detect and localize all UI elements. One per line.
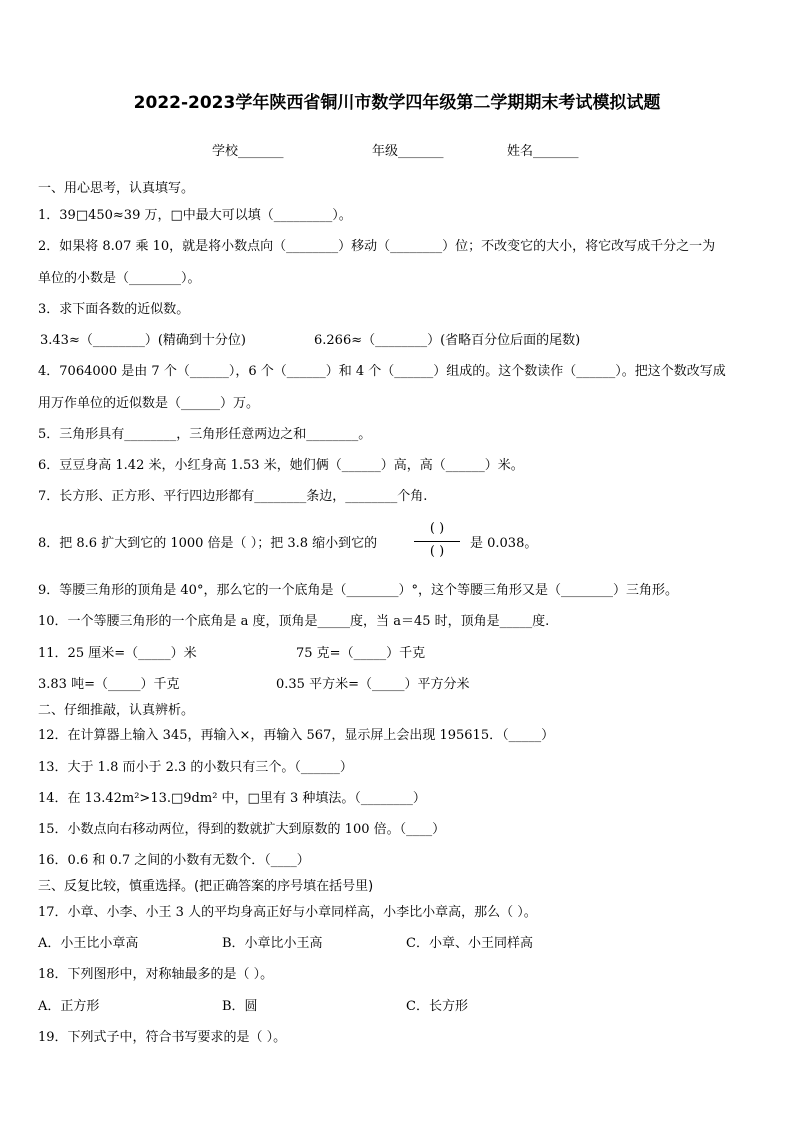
question-17-option-c: C．小章、小王同样高 (406, 936, 533, 951)
question-3-part-b: 6.266≈（________）(省略百分位后面的尾数) (314, 333, 581, 348)
page-title: 2022-2023学年陕西省铜川市数学四年级第二学期期末考试模拟试题 (133, 93, 661, 113)
question-10: 10．一个等腰三角形的一个底角是 a 度，顶角是_____度，当 a＝45 时，顶角是_____度. (38, 614, 550, 629)
question-2-line-2: 单位的小数是（________）。 (38, 271, 201, 286)
question-5: 5．三角形具有________，三角形任意两边之和________。 (38, 427, 372, 442)
question-14: 14．在 13.42m²>13.□9dm² 中，□里有 3 种填法。（________） (38, 791, 426, 806)
question-2-line-1: 2．如果将 8.07 乘 10，就是将小数点向（________）移动（________）位；不改变它的大小，将它改写成千分之一为 (38, 239, 716, 254)
question-18: 18．下列图形中，对称轴最多的是（ ）。 (38, 967, 274, 982)
school-field: 学校_______ (212, 144, 284, 159)
fraction-denominator: ( ) (429, 544, 445, 559)
question-1: 1．39□450≈39 万，□中最大可以填（_________）。 (38, 208, 352, 223)
question-6: 6．豆豆身高 1.42 米，小红身高 1.53 米，她们俩（______）高，高（______）米。 (38, 458, 524, 473)
section-heading-2: 二、仔细推敲，认真辨析。 (38, 703, 195, 718)
question-4-line-1: 4．7064000 是由 7 个（______），6 个（______）和 4 个（______）组成的。这个数读作（______）。把这个数改写成 (38, 364, 726, 379)
question-13: 13．大于 1.8 而小于 2.3 的小数只有三个。（______） (38, 760, 353, 775)
question-8-fraction (410, 520, 464, 562)
question-18-option-c: C．长方形 (406, 999, 468, 1014)
question-8-part-a: 8．把 8.6 扩大到它的 1000 倍是（ ）；把 3.8 缩小到它的 (38, 536, 378, 551)
question-8-part-b: 是 0.038。 (470, 536, 538, 551)
question-18-option-a: A．正方形 (38, 999, 100, 1014)
question-3: 3．求下面各数的近似数。 (38, 302, 190, 317)
question-3-part-a: 3.43≈（________）(精确到十分位) (40, 333, 246, 348)
question-17-option-b: B．小章比小王高 (222, 936, 323, 951)
fraction-bar (414, 541, 460, 542)
question-12: 12．在计算器上输入 345，再输入×，再输入 567，显示屏上会出现 195615．（_____） (38, 728, 555, 743)
name-field: 姓名_______ (507, 144, 579, 159)
question-11-part-b: 75 克=（_____）千克 (296, 646, 426, 661)
question-15: 15．小数点向右移动两位，得到的数就扩大到原数的 100 倍。（____） (38, 822, 446, 837)
question-17: 17．小章、小李、小王 3 人的平均身高正好与小章同样高，小李比小章高，那么（ ）。 (38, 905, 537, 920)
question-18-option-b: B．圆 (222, 999, 258, 1014)
question-4-line-2: 用万作单位的近似数是（______）万。 (38, 396, 260, 411)
fraction-numerator: ( ) (429, 521, 445, 536)
section-heading-3: 三、反复比较，慎重选择。(把正确答案的序号填在括号里) (38, 879, 374, 894)
question-11-part-c: 3.83 吨=（_____）千克 (38, 677, 180, 692)
question-16: 16．0.6 和 0.7 之间的小数有无数个．（____） (38, 853, 310, 868)
question-11-part-d: 0.35 平方米=（_____）平方分米 (276, 677, 470, 692)
question-9: 9．等腰三角形的顶角是 40°，那么它的一个底角是（________）°，这个等腰三角形又是（________）三角形。 (38, 583, 678, 598)
section-heading-1: 一、用心思考，认真填写。 (38, 181, 195, 196)
question-7: 7．长方形、正方形、平行四边形都有________条边，________个角. (38, 489, 428, 504)
question-17-option-a: A．小王比小章高 (38, 936, 139, 951)
question-19: 19．下列式子中，符合书写要求的是（ ）。 (38, 1030, 287, 1045)
question-11-part-a: 11．25 厘米=（_____）米 (38, 646, 197, 661)
grade-field: 年级_______ (372, 144, 444, 159)
